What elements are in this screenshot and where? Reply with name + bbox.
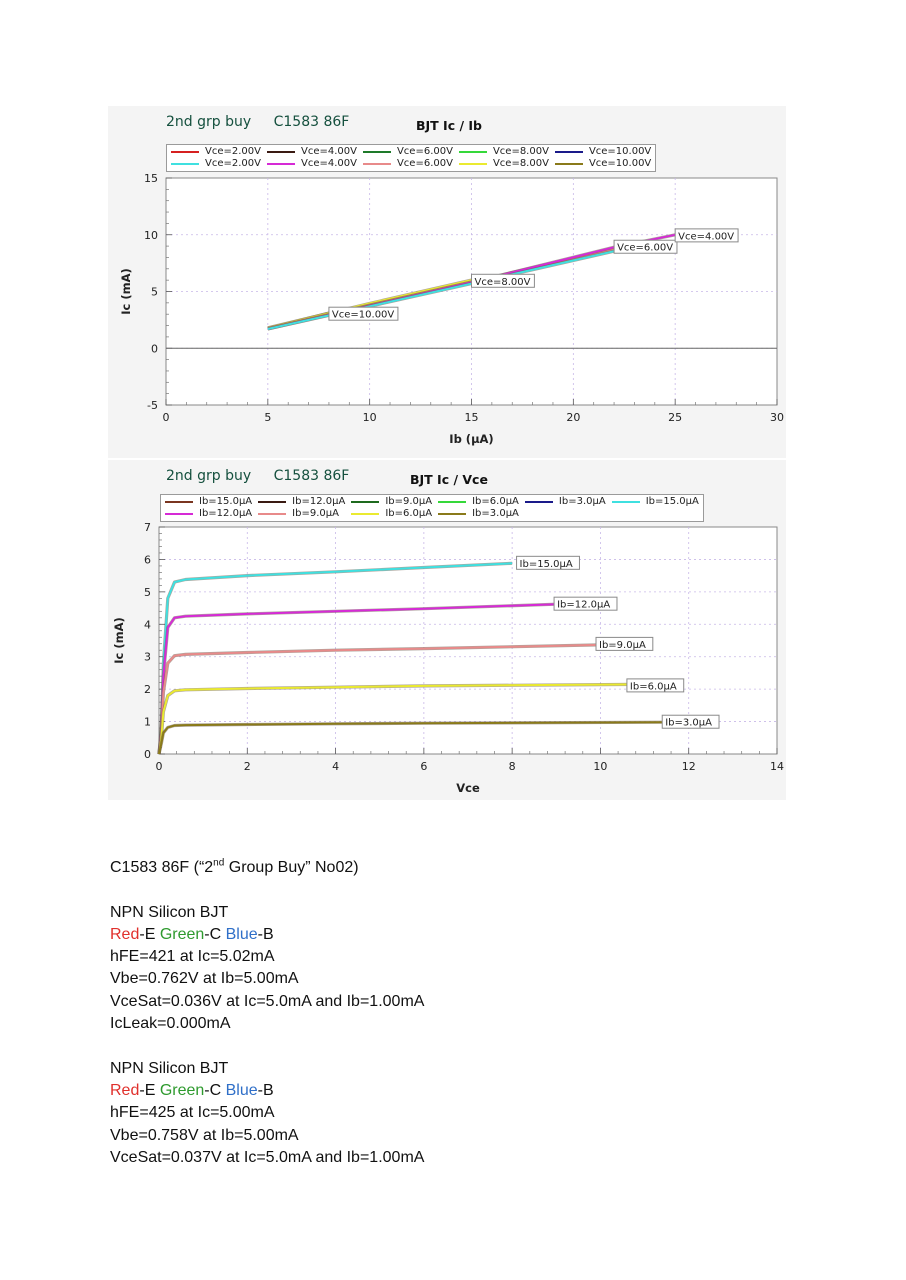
- pin-green: Green: [159, 1081, 205, 1099]
- curve-annotation: [662, 715, 719, 729]
- pin-e: -E: [139, 925, 160, 943]
- annotation-label: Vce=4.00V: [678, 231, 735, 243]
- legend-label: Vce=4.00V: [300, 146, 357, 157]
- legend-label: Vce=6.00V: [396, 158, 453, 169]
- legend-label: Ib=15.0µA: [645, 496, 699, 507]
- chart-title: BJT Ic / Vce: [410, 472, 488, 487]
- title-text: C1583 86F (“2: [110, 859, 214, 876]
- pin-red: Red: [110, 925, 140, 943]
- pin-b: -B: [257, 1081, 274, 1099]
- x-tick-label: 0: [162, 411, 170, 424]
- pin-mapping: [110, 1080, 424, 1102]
- legend-label: Vce=4.00V: [300, 158, 357, 169]
- y-tick-label: 0: [144, 748, 151, 761]
- legend-label: Vce=8.00V: [492, 158, 549, 169]
- curve-annotation: [554, 597, 617, 611]
- legend-label: Ib=12.0µA: [292, 496, 346, 507]
- y-tick-label: 6: [144, 553, 151, 567]
- legend-label: Vce=8.00V: [492, 146, 549, 157]
- legend-label: Vce=2.00V: [205, 146, 261, 157]
- y-axis-title: Ic (mA): [119, 268, 133, 315]
- spec-line: hFE=421 at Ic=5.02mA: [110, 948, 275, 966]
- document-body: [110, 857, 424, 1169]
- curve-annotation: [472, 274, 535, 288]
- legend-label: Ib=9.0µA: [292, 508, 339, 519]
- x-tick-label: 2: [243, 760, 251, 773]
- legend-label: Vce=10.00V: [588, 146, 652, 157]
- x-tick-label: 0: [155, 760, 163, 773]
- y-tick-label: 5: [144, 585, 151, 599]
- curve-annotation: [614, 240, 677, 254]
- legend-label: Ib=15.0µA: [199, 496, 253, 507]
- spec-line: IcLeak=0.000mA: [110, 1015, 231, 1033]
- y-tick-label: 2: [144, 683, 151, 697]
- x-tick-label: 15: [464, 411, 479, 424]
- pin-e: -E: [139, 1081, 160, 1099]
- x-tick-label: 14: [770, 760, 784, 773]
- spec-line: Vbe=0.758V at Ib=5.00mA: [110, 1126, 299, 1144]
- x-tick-label: 5: [264, 411, 272, 424]
- y-tick-label: 3: [144, 650, 151, 664]
- pin-blue: Blue: [225, 1081, 258, 1099]
- ic-vce-chart: [108, 460, 786, 800]
- y-tick-label: 7: [144, 521, 151, 534]
- ic-ib-chart: [108, 106, 786, 458]
- y-tick-label: 1: [144, 715, 151, 729]
- chart-group-label: 2nd grp buy: [166, 114, 252, 130]
- x-tick-label: 8: [508, 760, 516, 773]
- y-tick-label: -5: [147, 399, 158, 412]
- pin-blue: Blue: [225, 925, 258, 943]
- curve-annotation: [596, 637, 653, 651]
- legend-label: Ib=6.0µA: [385, 508, 433, 519]
- chart-part-label: C1583 86F: [273, 114, 350, 130]
- document-title: [110, 857, 424, 879]
- chart-plot: [108, 106, 786, 458]
- pin-b: -B: [257, 925, 274, 943]
- annotation-label: Ib=12.0µA: [557, 599, 611, 611]
- annotation-label: Vce=10.00V: [331, 309, 395, 321]
- chart-group-label: 2nd grp buy: [166, 468, 252, 484]
- x-tick-label: 30: [770, 411, 784, 424]
- curve-annotation: [675, 229, 738, 242]
- annotation-label: Ib=6.0µA: [629, 681, 677, 693]
- legend-label: Ib=6.0µA: [472, 496, 519, 507]
- y-tick-label: 5: [151, 285, 158, 299]
- curve-annotation: [627, 679, 684, 693]
- legend-label: Vce=2.00V: [205, 158, 261, 169]
- legend-label: Vce=10.00V: [588, 158, 652, 169]
- x-tick-label: 20: [566, 411, 581, 424]
- spec-line: Vbe=0.762V at Ib=5.00mA: [110, 970, 299, 988]
- legend-label: Vce=6.00V: [396, 146, 453, 157]
- chart-title: BJT Ic / Ib: [416, 118, 482, 133]
- x-tick-label: 6: [420, 760, 428, 773]
- spec-line: hFE=425 at Ic=5.00mA: [110, 1104, 275, 1122]
- legend-label: Ib=9.0µA: [385, 496, 433, 507]
- pin-c: -C: [204, 925, 226, 943]
- y-axis-title: Ic (mA): [112, 617, 126, 664]
- x-tick-label: 4: [332, 760, 340, 773]
- pin-green: Green: [159, 925, 205, 943]
- spec-line: VceSat=0.036V at Ic=5.0mA and Ib=1.00mA: [110, 992, 425, 1010]
- x-tick-label: 25: [668, 411, 683, 424]
- y-tick-label: 10: [144, 228, 158, 242]
- x-axis-title: Vce: [456, 781, 480, 795]
- legend-label: Ib=3.0µA: [472, 508, 519, 519]
- chart-plot: [108, 460, 786, 800]
- title-text-end: Group Buy” No02): [224, 859, 359, 876]
- curve-annotation: [329, 307, 398, 321]
- y-tick-label: 4: [144, 618, 151, 632]
- annotation-label: Ib=15.0µA: [519, 558, 573, 570]
- legend-label: Ib=12.0µA: [199, 508, 253, 519]
- y-tick-label: 0: [151, 342, 158, 356]
- pin-mapping: [110, 924, 424, 946]
- curve-annotation: [517, 556, 580, 570]
- x-tick-label: 10: [593, 760, 608, 773]
- section-heading: NPN Silicon BJT: [110, 903, 229, 921]
- chart-part-label: C1583 86F: [273, 468, 350, 484]
- annotation-label: Vce=6.00V: [617, 242, 674, 254]
- title-superscript: nd: [213, 857, 225, 869]
- spec-line: VceSat=0.037V at Ic=5.0mA and Ib=1.00mA: [110, 1148, 425, 1166]
- section-heading: NPN Silicon BJT: [110, 1059, 229, 1077]
- x-tick-label: 12: [681, 760, 696, 773]
- legend-label: Ib=3.0µA: [558, 496, 606, 507]
- pin-red: Red: [110, 1081, 140, 1099]
- annotation-label: Vce=8.00V: [474, 276, 531, 288]
- pin-c: -C: [204, 1081, 226, 1099]
- annotation-label: Ib=3.0µA: [665, 717, 713, 729]
- x-tick-label: 10: [362, 411, 377, 424]
- y-tick-label: 15: [144, 172, 158, 185]
- x-axis-title: Ib (µA): [449, 432, 494, 446]
- annotation-label: Ib=9.0µA: [599, 639, 646, 651]
